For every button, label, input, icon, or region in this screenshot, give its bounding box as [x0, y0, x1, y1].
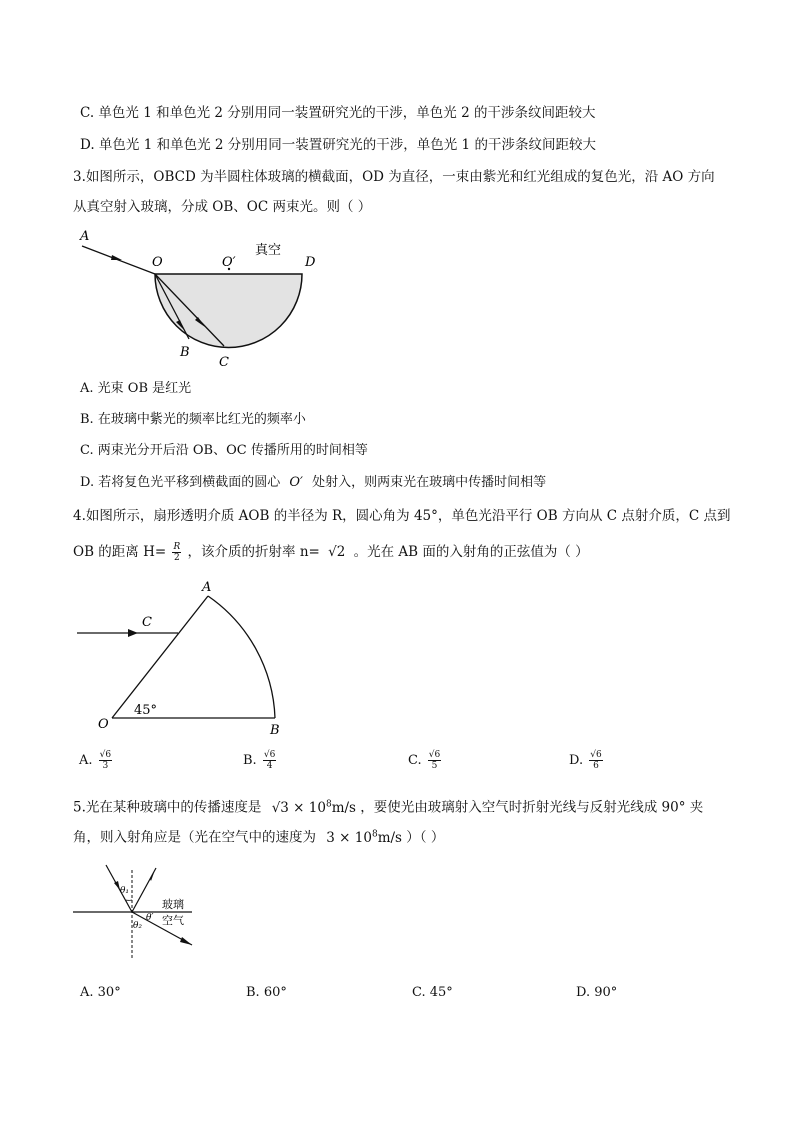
refracted-arrowhead: [180, 937, 192, 945]
q4-option-d-letter: D.: [569, 753, 584, 768]
label-b: B: [270, 723, 280, 738]
q5-stem2-post: ）（ ）: [406, 829, 445, 846]
q4-option-a-den: 3: [102, 761, 109, 771]
q4-option-a-num: √6: [99, 750, 112, 760]
q3-option-a: A. 光束 OB 是红光: [80, 381, 192, 396]
q4-option-c-letter: C.: [408, 753, 422, 768]
q3-option-c: C. 两束光分开后沿 OB、OC 传播所用的时间相等: [80, 443, 368, 458]
arrowhead-c: [128, 629, 138, 637]
q5-stem-line1: [73, 795, 703, 817]
q5-option-d: D. 90°: [576, 985, 618, 1000]
q4-option-c-den: 5: [431, 761, 438, 771]
label-c: C: [142, 615, 152, 630]
q5-option-a: A. 30°: [80, 985, 121, 1000]
q2-option-c: C. 单色光 1 和单色光 2 分别用同一装置研究光的干涉，单色光 2 的干涉条纹间距较大: [80, 105, 596, 121]
q5-stem-pre: 5.光在某种玻璃中的传播速度是: [73, 799, 262, 816]
q5-v-glass-unit: m/s: [331, 799, 356, 816]
q3-stem-line2: 从真空射入玻璃，分成 OB、OC 两束光。则（ ）: [73, 199, 372, 215]
label-theta1: θ₁: [120, 886, 130, 896]
q5-v-air-exp: 8: [371, 829, 378, 839]
label-angle: 45°: [134, 703, 158, 718]
label-theta2: θ₂: [133, 921, 143, 931]
q5-option-c: C. 45°: [412, 985, 453, 1000]
label-glass: 玻璃: [162, 898, 184, 911]
q3-option-d-pre: D. 若将复色光平移到横截面的圆心: [80, 475, 281, 490]
label-vacuum: 真空: [255, 243, 282, 258]
edge-oa: [112, 596, 208, 718]
label-o-prime: O′: [222, 255, 236, 270]
q5-figure: [70, 860, 200, 970]
q4-option-c-num: √6: [428, 750, 441, 760]
q4-h-den: 2: [173, 553, 180, 563]
arc-ab: [208, 596, 275, 718]
q4-option-a-letter: A.: [79, 753, 93, 768]
q5-v-glass-base: √3 × 10: [271, 799, 326, 816]
q4-option-b-den: 4: [266, 761, 273, 771]
q4-stem-line2: [73, 542, 589, 563]
q4-option-b-num: √6: [263, 750, 276, 760]
q4-option-d-den: 6: [593, 761, 599, 771]
q5-v-glass: [272, 800, 356, 816]
reflected-ray: [132, 868, 156, 912]
q5-v-air-base: 3 × 10: [326, 829, 372, 846]
reflected-arrowhead: [150, 870, 155, 881]
q4-h-fraction: [172, 542, 181, 563]
q4-stem-pre: OB 的距离 H=: [73, 544, 167, 560]
q4-figure: [72, 578, 292, 740]
q4-stem-mid: ，该介质的折射率 n=: [187, 544, 320, 560]
q5-v-glass-exp: 8: [325, 799, 332, 809]
q4-option-d: [569, 750, 605, 771]
q3-stem-line1: 3.如图所示，OBCD 为半圆柱体玻璃的横截面，OD 为直径，一束由紫光和红光组成的复色光，沿 AO 方向: [73, 169, 715, 185]
label-air: 空气: [162, 914, 184, 927]
q4-option-b: [243, 750, 278, 771]
label-b: B: [180, 345, 190, 360]
q5-stem-line2: [73, 825, 444, 847]
q3-figure: [72, 224, 332, 374]
label-d: D: [305, 255, 316, 270]
q4-n-value: √2: [328, 544, 346, 560]
q4-option-c: [408, 750, 443, 771]
label-a: A: [80, 229, 90, 244]
label-theta-prime: θ′: [146, 913, 154, 923]
q3-option-b: B. 在玻璃中紫光的频率比红光的频率小: [80, 412, 306, 427]
label-a: A: [202, 580, 212, 595]
q3-option-d-symbol: O′: [289, 475, 303, 490]
q3-option-d: [80, 474, 546, 492]
label-c: C: [219, 355, 229, 370]
q5-option-b: B. 60°: [246, 985, 287, 1000]
q4-option-a: [79, 750, 114, 771]
q5-v-air: [326, 830, 402, 846]
semicircle-glass: [155, 274, 302, 348]
q5-stem2-pre: 角，则入射角应是（光在空气中的速度为: [73, 829, 316, 846]
arrowhead-ao: [111, 255, 122, 260]
q5-v-air-unit: m/s: [377, 829, 402, 846]
label-o: O: [98, 717, 109, 732]
q4-stem-post: 。光在 AB 面的入射角的正弦值为（ ）: [353, 544, 589, 560]
q2-option-d: D. 单色光 1 和单色光 2 分别用同一装置研究光的干涉，单色光 1 的干涉条纹间距较大: [80, 137, 596, 153]
label-o: O: [152, 255, 163, 270]
q4-stem-line1: 4.如图所示，扇形透明介质 AOB 的半径为 R，圆心角为 45°，单色光沿平行 OB 方向从 C 点射介质，C 点到: [73, 508, 731, 524]
q4-h-num: R: [173, 542, 181, 552]
q4-option-b-letter: B.: [243, 753, 257, 768]
q3-option-d-post: 处射入，则两束光在玻璃中传播时间相等: [312, 475, 547, 490]
q5-stem-post: ，要使光由玻璃射入空气时折射光线与反射光线成 90° 夹: [360, 799, 704, 816]
q4-option-d-num: √6: [590, 750, 602, 760]
